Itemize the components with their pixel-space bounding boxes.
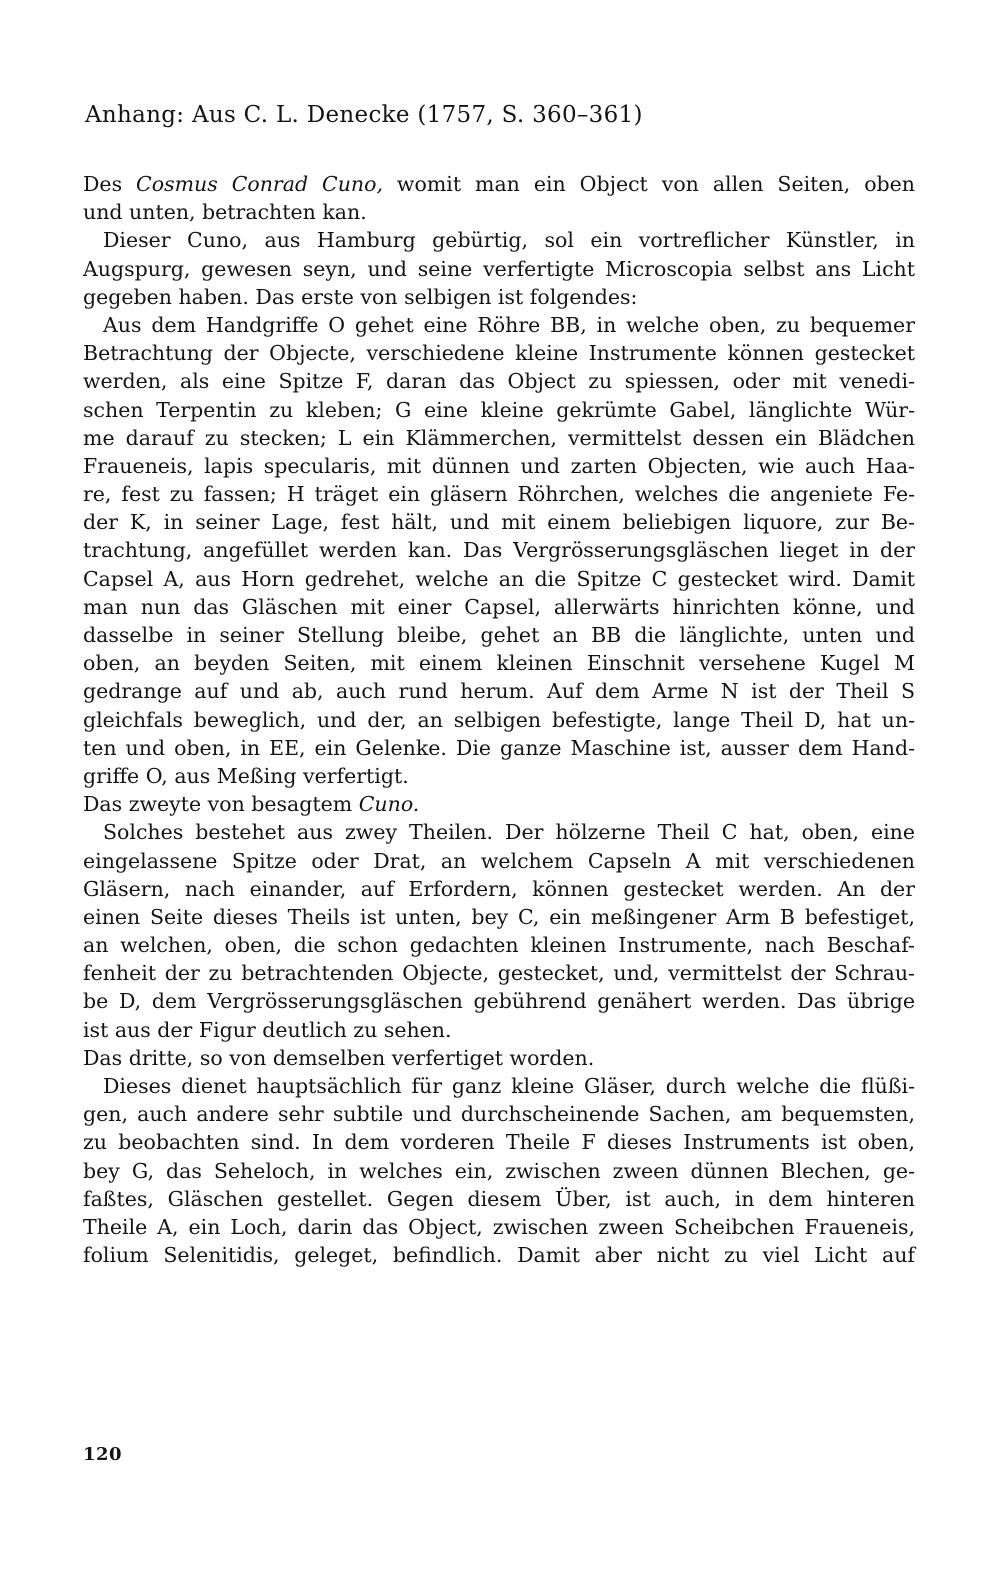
text-run: gegeben haben. Das erste von selbigen ist folgendes: <box>83 284 638 309</box>
text-line <box>83 424 915 452</box>
text-line <box>83 847 915 875</box>
text-run: eingelassene Spitze oder Drat, an welchem Capseln A mit verschiedenen <box>83 848 915 873</box>
text-line <box>83 677 915 705</box>
italic-text: Cosmus Conrad Cuno, <box>136 172 383 196</box>
text-run: gedrange auf und ab, auch rund herum. Auf dem Arme N ist der Theil S <box>83 679 915 704</box>
text-line <box>83 593 915 621</box>
text-line <box>83 452 915 480</box>
text-run: Fraueneis, lapis specularis, mit dünnen und zarten Objecten, wie auch Haa- <box>83 453 915 478</box>
text-line <box>83 226 915 254</box>
text-line <box>83 762 915 790</box>
text-line <box>83 790 915 818</box>
text-run: werden, als eine Spitze F, daran das Object zu spiessen, oder mit venedi- <box>83 369 915 394</box>
text-line <box>83 1185 915 1213</box>
text-run: ten und oben, in EE, ein Gelenke. Die ganze Maschine ist, ausser dem Hand- <box>83 735 915 760</box>
text-line <box>83 480 915 508</box>
text-line <box>83 903 915 931</box>
text-run: folium Selenitidis, geleget, befindlich. Damit aber nicht zu viel Licht auf <box>83 1243 915 1268</box>
paragraph <box>83 170 915 226</box>
text-line <box>83 875 915 903</box>
text-line <box>83 1213 915 1241</box>
text-run: Gläsern, nach einander, auf Erfordern, können gestecket werden. An der <box>83 876 915 901</box>
text-run: womit man ein Object von allen Seiten, oben <box>382 172 915 196</box>
text-line <box>83 987 915 1015</box>
text-run: Augspurg, gewesen seyn, und seine verfertigte Microscopia selbst ans Licht <box>83 256 915 281</box>
text-run: Capsel A, aus Horn gedrehet, welche an die Spitze C gestecket wird. Damit <box>83 566 915 591</box>
text-run: dasselbe in seiner Stellung bleibe, gehet an BB die länglichte, unten und <box>83 623 915 647</box>
text-line <box>83 536 915 564</box>
text-line <box>83 706 915 734</box>
text-run: ist aus der Figur deutlich zu sehen. <box>83 1017 452 1042</box>
text-run: faßtes, Gläschen gestellet. Gegen diesem Über, ist auch, in dem hinteren <box>83 1186 915 1211</box>
text-run: und unten, betrachten kan. <box>83 200 367 225</box>
text-line <box>83 649 915 677</box>
text-line <box>83 339 915 367</box>
text-run: schen Terpentin zu kleben; G eine kleine gekrümte Gabel, länglichte Wür- <box>83 397 915 422</box>
running-heading: Anhang: Aus C. L. Denecke (1757, S. 360–361) <box>85 102 643 128</box>
text-line <box>83 621 915 649</box>
text-line <box>83 931 915 959</box>
text-line <box>83 1128 915 1156</box>
text-run: be D, dem Vergrösserungsgläschen gebührend genähert werden. Das übrige <box>83 989 915 1014</box>
text-run: oben, an beyden Seiten, mit einem kleinen Einschnit versehene Kugel M <box>83 651 915 676</box>
text-run: Des <box>83 172 137 196</box>
text-line <box>83 1241 915 1269</box>
text-run: bey G, das Seheloch, in welches ein, zwischen zween dünnen Blechen, ge- <box>83 1158 915 1183</box>
text-line <box>83 508 915 536</box>
paragraph <box>83 311 915 790</box>
text-line <box>83 734 915 762</box>
text-line <box>83 818 915 846</box>
text-run: gleichfals beweglich, und der, an selbigen befestigte, lange Theil D, hat un- <box>83 707 915 732</box>
text-run: einen Seite dieses Theils ist unten, bey C, ein meßingener Arm B befestiget, <box>83 904 915 929</box>
text-run: gen, auch andere sehr subtile und durchscheinende Sachen, am bequemsten, <box>83 1102 915 1127</box>
text-run: zu beobachten sind. In dem vorderen Theile F dieses Instruments ist oben, <box>83 1130 915 1155</box>
text-line <box>83 1100 915 1128</box>
text-run: Solches bestehet aus zwey Theilen. Der hölzerne Theil C hat, oben, eine <box>103 820 915 845</box>
paragraph <box>83 1044 915 1072</box>
text-line <box>83 1044 915 1072</box>
text-run: Betrachtung der Objecte, verschiedene kleine Instrumente können gestecket <box>83 341 915 366</box>
text-run: Das dritte, so von demselben verfertiget worden. <box>83 1045 595 1070</box>
body-text <box>83 170 915 1269</box>
text-run: fenheit der zu betrachtenden Objecte, gestecket, und, vermittelst der Schrau- <box>83 961 915 986</box>
text-line <box>83 311 915 339</box>
page-number: 120 <box>83 1444 123 1465</box>
text-run: Theile A, ein Loch, darin das Object, zwischen zween Scheibchen Fraueneis, <box>83 1214 915 1239</box>
italic-text: Cuno. <box>358 792 420 817</box>
text-line <box>83 170 915 198</box>
text-line <box>83 1072 915 1100</box>
text-run: Das zweyte von besagtem <box>83 792 359 817</box>
text-run: der K, in seiner Lage, fest hält, und mit einem beliebigen liquore, zur Be- <box>83 510 915 535</box>
text-run: trachtung, angefüllet werden kan. Das Vergrösserungsgläschen lieget in der <box>83 538 915 563</box>
text-run: griffe O, aus Meßing verfertigt. <box>83 763 409 788</box>
paragraph <box>83 226 915 311</box>
text-run: an welchen, oben, die schon gedachten kleinen Instrumente, nach Beschaf- <box>83 933 915 958</box>
text-line <box>83 959 915 987</box>
text-line <box>83 367 915 395</box>
text-line <box>83 255 915 283</box>
text-run: Aus dem Handgriffe O gehet eine Röhre BB, in welche oben, zu bequemer <box>103 312 915 337</box>
paragraph <box>83 818 915 1044</box>
text-line <box>83 1157 915 1185</box>
text-line <box>83 283 915 311</box>
paragraph <box>83 1072 915 1269</box>
text-run: man nun das Gläschen mit einer Capsel, allerwärts hinrichten könne, und <box>83 594 915 619</box>
text-line <box>83 565 915 593</box>
text-run: Dieser Cuno, aus Hamburg gebürtig, sol ein vortreflicher Künstler, in <box>103 228 915 253</box>
text-run: re, fest zu fassen; H träget ein gläsern Röhrchen, welches die angeniete Fe- <box>83 482 915 507</box>
paragraph <box>83 790 915 818</box>
text-line <box>83 198 915 226</box>
text-line <box>83 396 915 424</box>
text-run: me darauf zu stecken; L ein Klämmerchen, vermittelst dessen ein Blädchen <box>83 425 915 450</box>
text-run: Dieses dienet hauptsächlich für ganz kleine Gläser, durch welche die flüßi- <box>103 1074 915 1098</box>
text-line <box>83 1016 915 1044</box>
